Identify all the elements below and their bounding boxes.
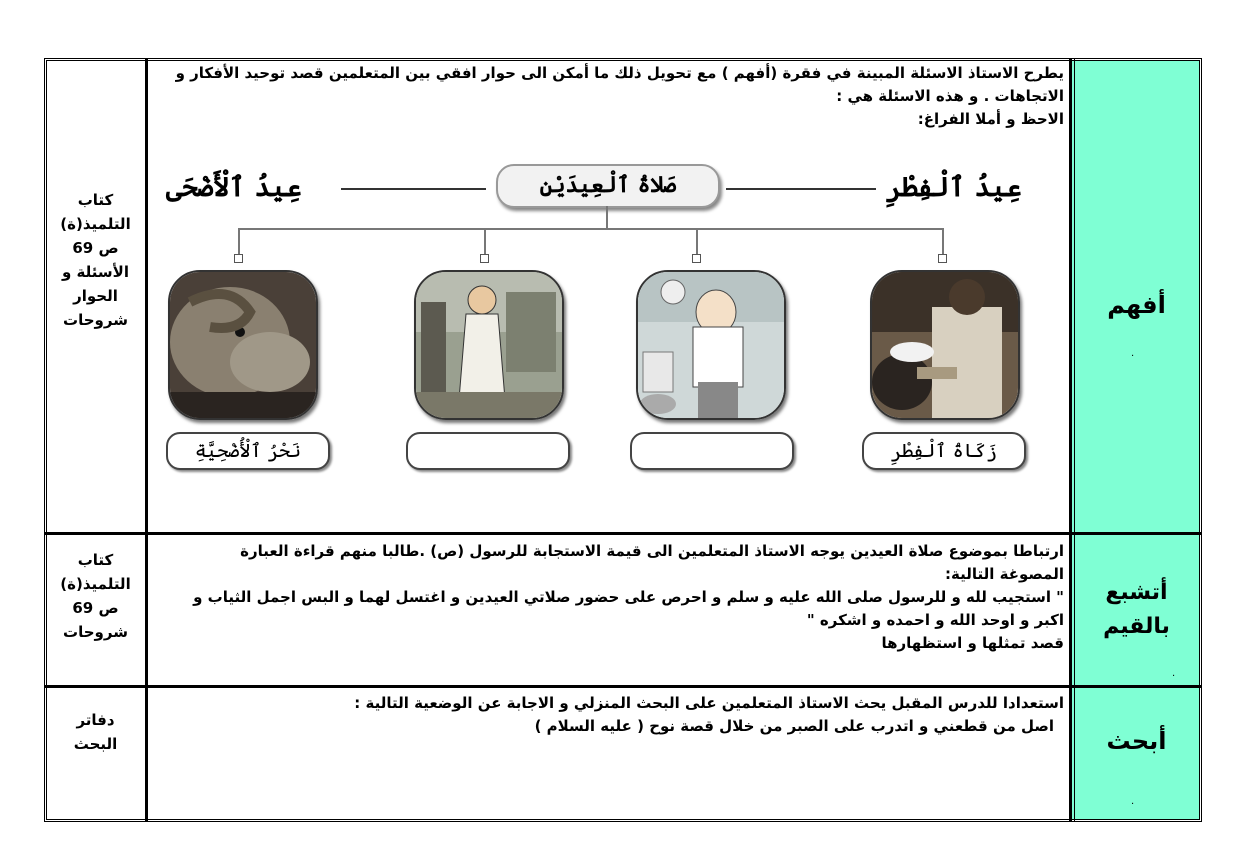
tree-drop-3: [484, 228, 486, 256]
tree-drop-1: [942, 228, 944, 256]
stage-column-bg: [1072, 61, 1199, 819]
text-line: المصوغة التالية:: [945, 565, 1064, 583]
eid-diagram: [166, 148, 1046, 483]
row-divider-1: [44, 532, 1202, 535]
boy-in-djellaba-image: [414, 270, 564, 420]
text-line: قصد تمثلها و استظهارها: [881, 634, 1064, 652]
row2-reference: [48, 548, 143, 644]
eid-adha-title: عِيدُ ٱلْأَضْحَى: [166, 172, 302, 203]
ref-line: شروحات: [63, 623, 128, 641]
col-divider-stage-inner: [1074, 58, 1075, 822]
title-line-right: [726, 188, 876, 190]
text-line: " استجيب لله و للرسول صلى الله عليه و سلم و احرص على حضور صلاتي العيدين و اغتسل لهما و البس اجمل الثياب و: [193, 588, 1064, 606]
text-line: استعدادا للدرس المقبل يحث الاستاذ المتعلمين على البحث المنزلي و الاجابة عن الوضعية التالية :: [354, 694, 1064, 712]
ref-line: كتاب: [77, 551, 114, 569]
text-line: الاحظ و أملا الفراغ:: [917, 110, 1064, 128]
dot-marker: .: [1131, 796, 1135, 807]
col-divider-stage: [1069, 58, 1072, 822]
tree-horizontal: [238, 228, 944, 230]
col-divider-ref: [145, 58, 148, 822]
ram-image: [168, 270, 318, 420]
text-line: اصل من قطعني و اتدرب على الصبر من خلال قصة نوح ( عليه السلام ): [534, 717, 1054, 735]
caption-blank-3[interactable]: [406, 432, 570, 470]
ref-line: الأسئلة و: [62, 263, 129, 281]
lesson-table: [44, 58, 1202, 822]
row1-text: [154, 62, 1064, 131]
ref-line: التلميذ(ة): [60, 215, 131, 233]
row3-text: [154, 692, 1064, 738]
row-divider-2: [44, 685, 1202, 688]
node-square: [938, 254, 947, 263]
tree-drop-2: [696, 228, 698, 256]
dot-marker: .: [1131, 348, 1135, 359]
dot-marker: .: [1172, 668, 1176, 679]
node-square: [234, 254, 243, 263]
text-line: ارتباطا بموضوع صلاة العيدين يوجه الاستاذ المتعلمين الى قيمة الاستجابة للرسول (ص) .طالبا منهم قراءة العبارة: [240, 542, 1064, 560]
node-square: [480, 254, 489, 263]
row3-reference: [48, 708, 143, 756]
man-giving-alms-image: [870, 270, 1020, 420]
ref-line: البحث: [73, 735, 118, 753]
node-square: [692, 254, 701, 263]
stage-label-afham: أفهم: [1107, 291, 1166, 319]
ref-line: الحوار: [73, 287, 118, 305]
tree-drop-4: [238, 228, 240, 256]
ref-line: ص 69: [72, 239, 119, 257]
ref-line: شروحات: [63, 311, 128, 329]
text-line: الاتجاهات . و هذه الاسئلة هي :: [836, 87, 1064, 105]
row1-reference: [48, 188, 143, 332]
boy-washing-image: [636, 270, 786, 420]
ref-line: التلميذ(ة): [60, 575, 131, 593]
stage-label-research: أبحث: [1106, 727, 1167, 755]
text-line: يطرح الاستاذ الاسئلة المبينة في فقرة (أفهم ) مع تحويل ذلك ما أمكن الى حوار افقي بين المتعلمين قصد توحيد الأفكار و: [175, 64, 1064, 82]
tree-vertical: [606, 206, 608, 228]
eid-prayer-title: صَلاةُ ٱلْعِيدَيْنِ: [496, 164, 720, 208]
title-line-left: [341, 188, 486, 190]
stage-label-values: أتشبع بالقيم: [1103, 580, 1170, 639]
eid-fitr-title: عِيدُ ٱلْفِطْرِ: [886, 172, 1022, 203]
caption-nahr-udhiya: نَحْرُ ٱلْأُضْحِيَّةِ: [166, 432, 330, 470]
text-line: اكبر و اوحد الله و احمده و اشكره ": [806, 611, 1064, 629]
ref-line: دفاتر: [76, 711, 115, 729]
ref-line: كتاب: [77, 191, 114, 209]
caption-blank-2[interactable]: [630, 432, 794, 470]
row2-text: [154, 540, 1064, 655]
caption-zakat-fitr: زَكَاةُ ٱلْفِطْرِ: [862, 432, 1026, 470]
ref-line: ص 69: [72, 599, 119, 617]
